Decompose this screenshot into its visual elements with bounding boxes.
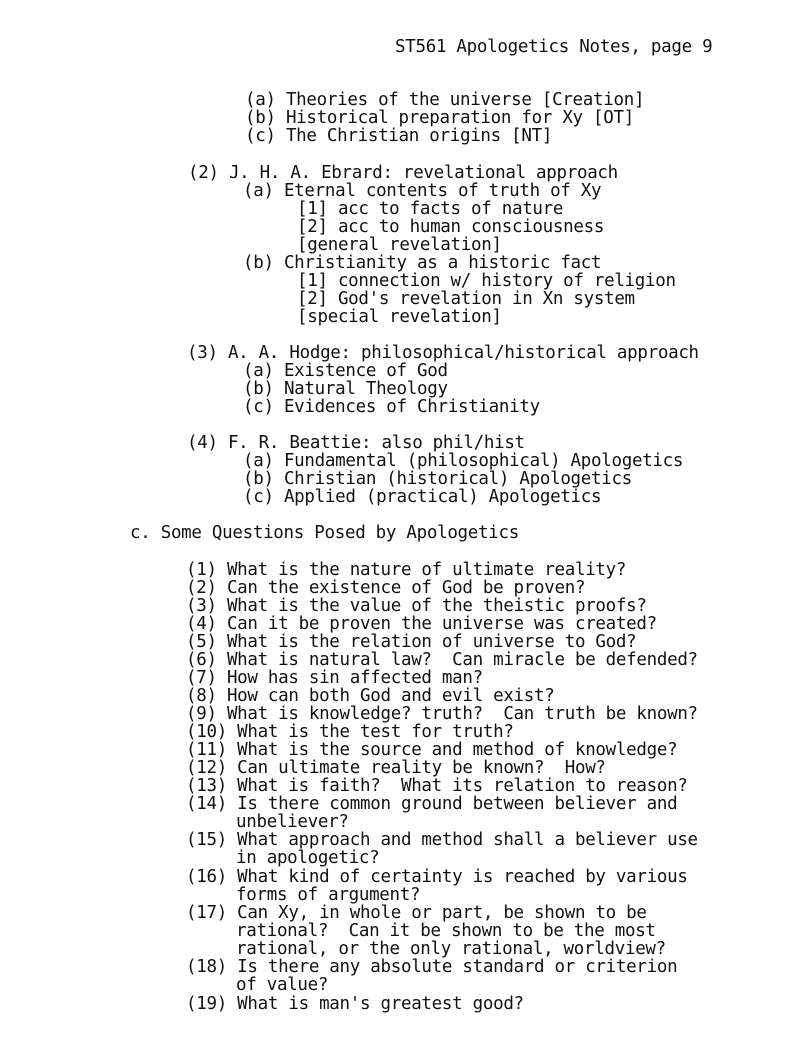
question-line: (19) What is man's greatest good? <box>186 994 524 1014</box>
text-line: (c) Applied (practical) Apologetics <box>243 487 602 507</box>
text-line: [general revelation] <box>297 235 502 255</box>
text-line: (3) A. A. Hodge: philosophical/historical approach <box>187 343 699 363</box>
text-line: (a) Fundamental (philosophical) Apologetics <box>243 451 684 471</box>
question-line: (12) Can ultimate reality be known? How? <box>186 758 606 778</box>
question-line: unbeliever? <box>236 812 349 832</box>
question-line: (5) What is the relation of universe to God? <box>186 632 637 652</box>
text-line: (2) J. H. A. Ebrard: revelational approach <box>188 163 618 183</box>
text-line: (c) The Christian origins [NT] <box>245 126 553 146</box>
text-line: (b) Historical preparation for Xy [OT] <box>245 108 634 128</box>
question-line: (13) What is faith? What its relation to reason? <box>186 776 688 796</box>
text-line: [1] acc to facts of nature <box>297 199 564 219</box>
text-line: (b) Christian (historical) Apologetics <box>243 469 632 489</box>
text-line: [2] acc to human consciousness <box>297 217 605 237</box>
question-line: forms of argument? <box>236 885 421 905</box>
question-line: (8) How can both God and evil exist? <box>186 686 555 706</box>
question-line: (6) What is natural law? Can miracle be defended? <box>186 650 698 670</box>
question-line: rational, or the only rational, worldview? <box>236 939 666 959</box>
question-line: (3) What is the value of the theistic proofs? <box>186 596 647 616</box>
question-line: (11) What is the source and method of knowledge? <box>186 740 678 760</box>
question-line: (7) How has sin affected man? <box>186 668 483 688</box>
text-line: (a) Theories of the universe [Creation] <box>245 90 645 110</box>
text-line: (a) Eternal contents of truth of Xy <box>243 181 602 201</box>
question-line: (1) What is the nature of ultimate reality? <box>186 560 627 580</box>
question-line: (9) What is knowledge? truth? Can truth be known? <box>186 704 698 724</box>
question-line: (15) What approach and method shall a believer use <box>186 830 698 850</box>
text-line: (b) Natural Theology <box>243 379 448 399</box>
text-line: (c) Evidences of Christianity <box>243 397 540 417</box>
text-line: [1] connection w/ history of religion <box>297 271 676 291</box>
question-line: (18) Is there any absolute standard or criterion <box>186 957 678 977</box>
page-header: ST561 Apologetics Notes, page 9 <box>395 37 713 57</box>
text-line: [2] God's revelation in Xn system <box>297 289 635 309</box>
question-line: (17) Can Xy, in whole or part, be shown to be <box>186 903 647 923</box>
section-heading: c. Some Questions Posed by Apologetics <box>130 523 519 543</box>
question-line: of value? <box>236 975 329 995</box>
question-line: (14) Is there common ground between believer and <box>186 794 678 814</box>
question-line: (16) What kind of certainty is reached by various <box>186 867 688 887</box>
text-line: (a) Existence of God <box>243 361 448 381</box>
question-line: in apologetic? <box>236 848 380 868</box>
question-line: (10) What is the test for truth? <box>186 722 514 742</box>
question-line: (2) Can the existence of God be proven? <box>186 578 586 598</box>
text-line: (b) Christianity as a historic fact <box>243 253 602 273</box>
text-line: (4) F. R. Beattie: also phil/hist <box>187 433 525 453</box>
question-line: rational? Can it be shown to be the most <box>236 921 656 941</box>
text-line: [special revelation] <box>297 307 502 327</box>
question-line: (4) Can it be proven the universe was created? <box>186 614 657 634</box>
